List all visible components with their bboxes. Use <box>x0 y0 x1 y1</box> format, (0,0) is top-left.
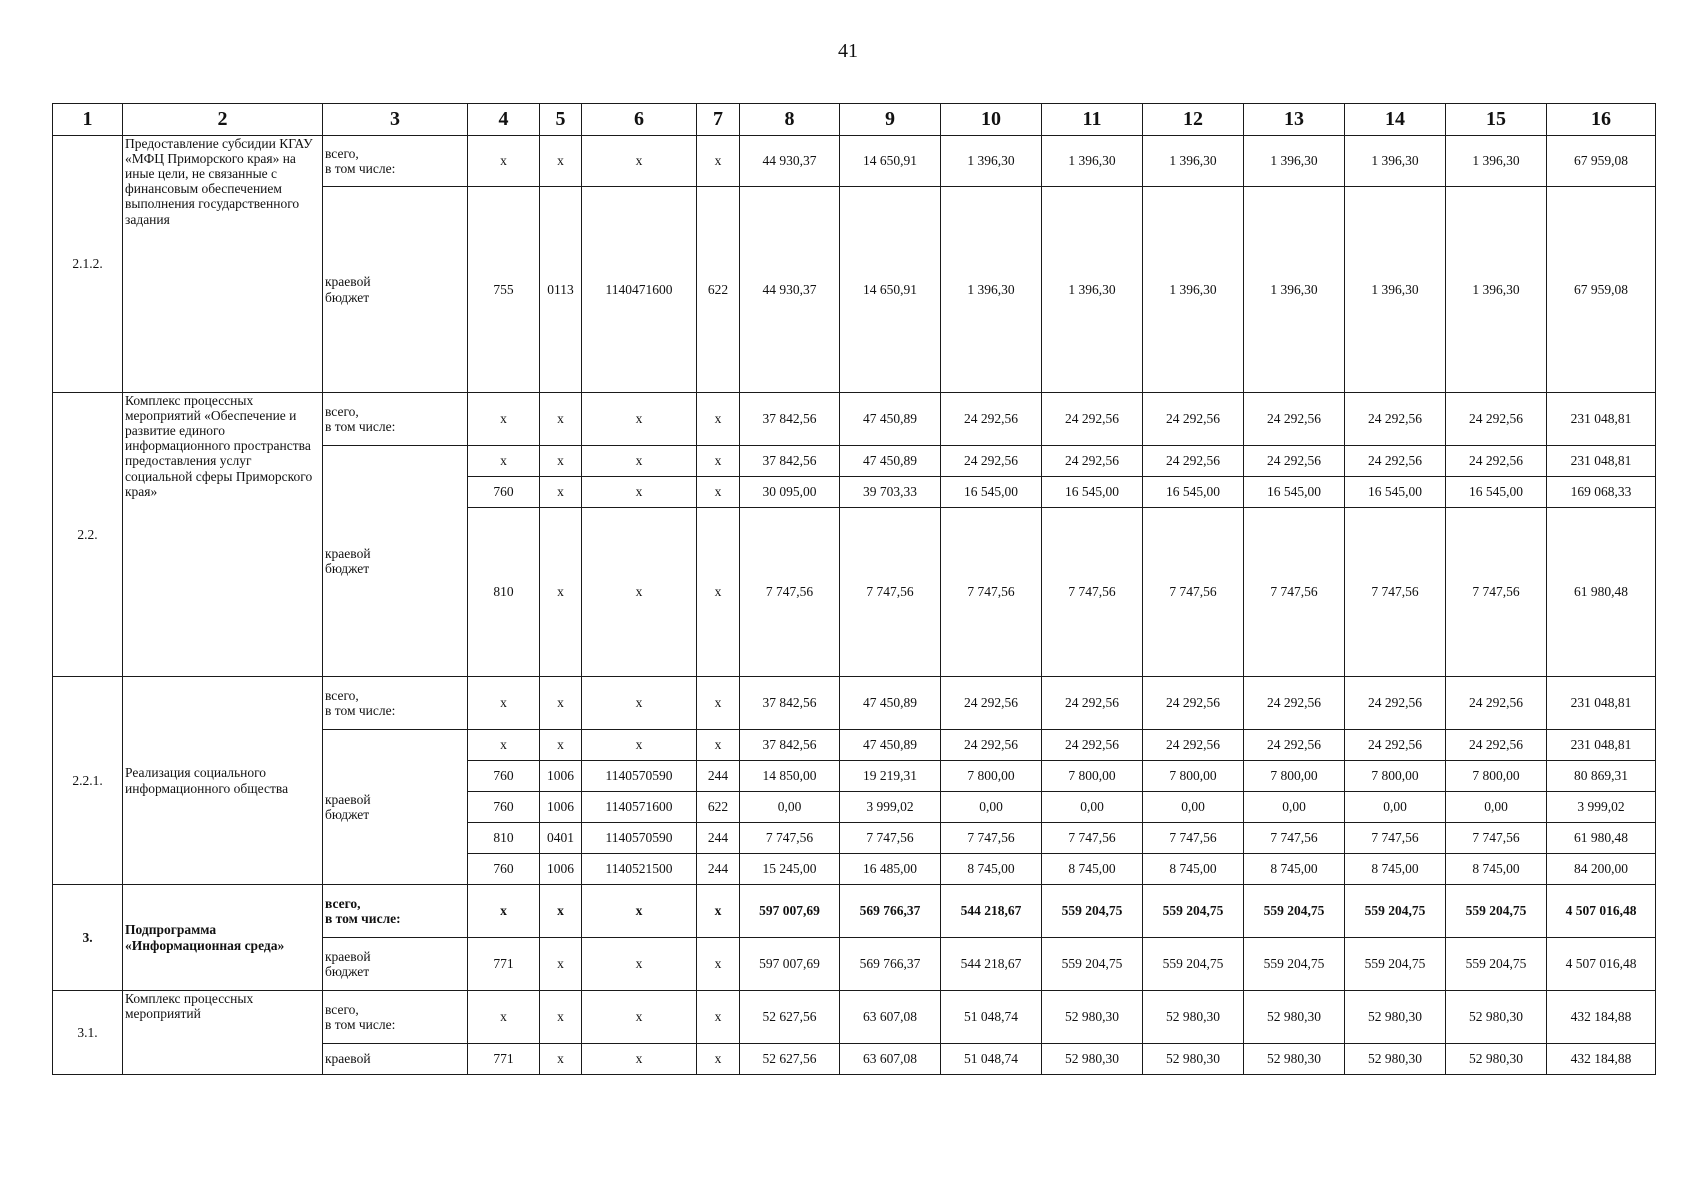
cell-col-9: 7 747,56 <box>840 823 941 854</box>
cell-col-10: 7 800,00 <box>941 761 1042 792</box>
cell-col-15: 559 204,75 <box>1446 885 1547 938</box>
cell-col-14: 1 396,30 <box>1345 136 1446 187</box>
cell-col-14: 559 204,75 <box>1345 885 1446 938</box>
cell-col-7: 244 <box>697 823 740 854</box>
cell-col-4: 755 <box>468 187 540 393</box>
column-header-8: 8 <box>740 104 840 136</box>
cell-col-9: 14 650,91 <box>840 136 941 187</box>
cell-col-15: 16 545,00 <box>1446 477 1547 508</box>
cell-col-5: х <box>540 477 582 508</box>
cell-col-12: 0,00 <box>1143 792 1244 823</box>
cell-col-11: 1 396,30 <box>1042 187 1143 393</box>
cell-col-11: 24 292,56 <box>1042 446 1143 477</box>
cell-col-7: х <box>697 991 740 1044</box>
cell-col-8: 0,00 <box>740 792 840 823</box>
cell-col-5: 1006 <box>540 761 582 792</box>
cell-col-11: 559 204,75 <box>1042 885 1143 938</box>
cell-col-14: 0,00 <box>1345 792 1446 823</box>
cell-col-10: 24 292,56 <box>941 446 1042 477</box>
funding-source-label: краевой бюджет <box>323 938 468 991</box>
table-row <box>53 991 1656 1044</box>
row-code: 3.1. <box>53 991 123 1075</box>
cell-col-6: х <box>582 677 697 730</box>
cell-col-8: 597 007,69 <box>740 938 840 991</box>
cell-col-9: 47 450,89 <box>840 677 941 730</box>
cell-col-15: 24 292,56 <box>1446 446 1547 477</box>
cell-col-14: 7 747,56 <box>1345 823 1446 854</box>
cell-col-13: 8 745,00 <box>1244 854 1345 885</box>
cell-col-5: 0113 <box>540 187 582 393</box>
cell-col-12: 8 745,00 <box>1143 854 1244 885</box>
cell-col-4: 760 <box>468 854 540 885</box>
cell-col-10: 7 747,56 <box>941 823 1042 854</box>
cell-col-11: 0,00 <box>1042 792 1143 823</box>
cell-col-16: 84 200,00 <box>1547 854 1656 885</box>
cell-col-6: 1140521500 <box>582 854 697 885</box>
cell-col-9: 63 607,08 <box>840 991 941 1044</box>
column-header-12: 12 <box>1143 104 1244 136</box>
cell-col-8: 597 007,69 <box>740 885 840 938</box>
cell-col-8: 7 747,56 <box>740 508 840 677</box>
cell-col-9: 14 650,91 <box>840 187 941 393</box>
cell-col-5: х <box>540 730 582 761</box>
table-row <box>53 677 1656 730</box>
cell-col-12: 1 396,30 <box>1143 136 1244 187</box>
cell-col-15: 7 747,56 <box>1446 823 1547 854</box>
cell-col-8: 37 842,56 <box>740 730 840 761</box>
cell-col-10: 24 292,56 <box>941 393 1042 446</box>
cell-col-4: 760 <box>468 477 540 508</box>
cell-col-6: 1140471600 <box>582 187 697 393</box>
cell-col-10: 1 396,30 <box>941 187 1042 393</box>
cell-col-13: 559 204,75 <box>1244 938 1345 991</box>
cell-col-14: 52 980,30 <box>1345 1044 1446 1075</box>
cell-col-9: 47 450,89 <box>840 393 941 446</box>
cell-col-15: 24 292,56 <box>1446 677 1547 730</box>
cell-col-14: 8 745,00 <box>1345 854 1446 885</box>
cell-col-11: 1 396,30 <box>1042 136 1143 187</box>
cell-col-11: 24 292,56 <box>1042 730 1143 761</box>
cell-col-6: х <box>582 393 697 446</box>
row-code: 2.2.1. <box>53 677 123 885</box>
cell-col-5: х <box>540 938 582 991</box>
cell-col-16: 67 959,08 <box>1547 187 1656 393</box>
cell-col-4: х <box>468 885 540 938</box>
cell-col-14: 7 800,00 <box>1345 761 1446 792</box>
cell-col-7: 244 <box>697 761 740 792</box>
cell-col-14: 24 292,56 <box>1345 446 1446 477</box>
cell-col-16: 432 184,88 <box>1547 1044 1656 1075</box>
column-header-16: 16 <box>1547 104 1656 136</box>
cell-col-12: 559 204,75 <box>1143 938 1244 991</box>
cell-col-14: 7 747,56 <box>1345 508 1446 677</box>
cell-col-11: 7 747,56 <box>1042 823 1143 854</box>
cell-col-6: х <box>582 991 697 1044</box>
cell-col-4: х <box>468 677 540 730</box>
cell-col-15: 559 204,75 <box>1446 938 1547 991</box>
cell-col-10: 24 292,56 <box>941 730 1042 761</box>
cell-col-8: 44 930,37 <box>740 136 840 187</box>
cell-col-6: х <box>582 446 697 477</box>
cell-col-5: х <box>540 677 582 730</box>
cell-col-11: 52 980,30 <box>1042 991 1143 1044</box>
cell-col-11: 559 204,75 <box>1042 938 1143 991</box>
cell-col-6: 1140570590 <box>582 823 697 854</box>
cell-col-4: 810 <box>468 823 540 854</box>
cell-col-5: х <box>540 885 582 938</box>
cell-col-13: 24 292,56 <box>1244 677 1345 730</box>
cell-col-10: 24 292,56 <box>941 677 1042 730</box>
cell-col-7: х <box>697 393 740 446</box>
cell-col-9: 63 607,08 <box>840 1044 941 1075</box>
cell-col-9: 7 747,56 <box>840 508 941 677</box>
cell-col-15: 0,00 <box>1446 792 1547 823</box>
cell-col-4: х <box>468 730 540 761</box>
column-header-15: 15 <box>1446 104 1547 136</box>
row-title: Подпрограмма «Информационная среда» <box>123 885 323 991</box>
cell-col-5: х <box>540 1044 582 1075</box>
cell-col-16: 231 048,81 <box>1547 730 1656 761</box>
cell-col-13: 7 747,56 <box>1244 823 1345 854</box>
cell-col-6: х <box>582 136 697 187</box>
cell-col-13: 24 292,56 <box>1244 730 1345 761</box>
cell-col-4: 760 <box>468 792 540 823</box>
table-row <box>53 885 1656 938</box>
cell-col-8: 37 842,56 <box>740 446 840 477</box>
cell-col-12: 559 204,75 <box>1143 885 1244 938</box>
cell-col-5: х <box>540 508 582 677</box>
row-code: 2.2. <box>53 393 123 677</box>
cell-col-6: 1140570590 <box>582 761 697 792</box>
funding-source-label: всего, в том числе: <box>323 991 468 1044</box>
cell-col-8: 30 095,00 <box>740 477 840 508</box>
cell-col-11: 16 545,00 <box>1042 477 1143 508</box>
cell-col-4: х <box>468 393 540 446</box>
cell-col-7: х <box>697 677 740 730</box>
cell-col-5: 1006 <box>540 792 582 823</box>
cell-col-4: 771 <box>468 1044 540 1075</box>
cell-col-9: 16 485,00 <box>840 854 941 885</box>
cell-col-10: 51 048,74 <box>941 1044 1042 1075</box>
cell-col-8: 44 930,37 <box>740 187 840 393</box>
cell-col-15: 1 396,30 <box>1446 136 1547 187</box>
cell-col-16: 61 980,48 <box>1547 823 1656 854</box>
funding-source-label: краевой бюджет <box>323 187 468 393</box>
funding-source-label: всего, в том числе: <box>323 136 468 187</box>
cell-col-7: 622 <box>697 792 740 823</box>
cell-col-8: 15 245,00 <box>740 854 840 885</box>
cell-col-4: х <box>468 446 540 477</box>
cell-col-13: 52 980,30 <box>1244 1044 1345 1075</box>
column-header-1: 1 <box>53 104 123 136</box>
table-row <box>53 136 1656 187</box>
cell-col-6: х <box>582 885 697 938</box>
column-header-13: 13 <box>1244 104 1345 136</box>
cell-col-9: 569 766,37 <box>840 885 941 938</box>
cell-col-12: 52 980,30 <box>1143 991 1244 1044</box>
cell-col-13: 16 545,00 <box>1244 477 1345 508</box>
cell-col-7: х <box>697 477 740 508</box>
cell-col-16: 231 048,81 <box>1547 393 1656 446</box>
cell-col-7: х <box>697 446 740 477</box>
cell-col-13: 24 292,56 <box>1244 446 1345 477</box>
cell-col-10: 51 048,74 <box>941 991 1042 1044</box>
cell-col-7: х <box>697 938 740 991</box>
column-header-2: 2 <box>123 104 323 136</box>
cell-col-6: х <box>582 938 697 991</box>
budget-table <box>52 103 1656 1075</box>
header-row <box>53 104 1656 136</box>
cell-col-11: 7 747,56 <box>1042 508 1143 677</box>
cell-col-8: 7 747,56 <box>740 823 840 854</box>
cell-col-6: х <box>582 508 697 677</box>
column-header-9: 9 <box>840 104 941 136</box>
cell-col-11: 24 292,56 <box>1042 393 1143 446</box>
row-title: Комплекс процессных мероприятий «Обеспечение и развитие единого информационного пространства предоставления услуг социальной сферы Приморского края» <box>123 393 323 677</box>
cell-col-14: 24 292,56 <box>1345 393 1446 446</box>
cell-col-8: 52 627,56 <box>740 1044 840 1075</box>
cell-col-9: 47 450,89 <box>840 730 941 761</box>
cell-col-12: 7 747,56 <box>1143 508 1244 677</box>
cell-col-7: 244 <box>697 854 740 885</box>
column-header-7: 7 <box>697 104 740 136</box>
cell-col-12: 24 292,56 <box>1143 393 1244 446</box>
cell-col-15: 24 292,56 <box>1446 730 1547 761</box>
cell-col-4: 760 <box>468 761 540 792</box>
cell-col-12: 16 545,00 <box>1143 477 1244 508</box>
funding-source-label: всего, в том числе: <box>323 393 468 446</box>
funding-source-label: краевой бюджет <box>323 446 468 677</box>
cell-col-9: 47 450,89 <box>840 446 941 477</box>
cell-col-12: 7 800,00 <box>1143 761 1244 792</box>
cell-col-5: 0401 <box>540 823 582 854</box>
cell-col-15: 7 800,00 <box>1446 761 1547 792</box>
cell-col-8: 37 842,56 <box>740 393 840 446</box>
cell-col-7: х <box>697 885 740 938</box>
cell-col-10: 544 218,67 <box>941 885 1042 938</box>
cell-col-4: х <box>468 991 540 1044</box>
cell-col-16: 231 048,81 <box>1547 446 1656 477</box>
cell-col-10: 7 747,56 <box>941 508 1042 677</box>
cell-col-10: 16 545,00 <box>941 477 1042 508</box>
cell-col-7: х <box>697 730 740 761</box>
cell-col-7: х <box>697 136 740 187</box>
cell-col-16: 4 507 016,48 <box>1547 885 1656 938</box>
cell-col-7: х <box>697 508 740 677</box>
cell-col-11: 7 800,00 <box>1042 761 1143 792</box>
cell-col-12: 24 292,56 <box>1143 677 1244 730</box>
cell-col-6: х <box>582 730 697 761</box>
cell-col-12: 24 292,56 <box>1143 446 1244 477</box>
row-title: Предоставление субсидии КГАУ «МФЦ Приморского края» на иные цели, не связанные с финансовым обеспечением выполнения государственного задания <box>123 136 323 393</box>
cell-col-4: 810 <box>468 508 540 677</box>
cell-col-11: 8 745,00 <box>1042 854 1143 885</box>
column-header-10: 10 <box>941 104 1042 136</box>
cell-col-6: х <box>582 1044 697 1075</box>
cell-col-14: 559 204,75 <box>1345 938 1446 991</box>
cell-col-5: х <box>540 991 582 1044</box>
cell-col-16: 80 869,31 <box>1547 761 1656 792</box>
cell-col-13: 7 747,56 <box>1244 508 1345 677</box>
cell-col-8: 37 842,56 <box>740 677 840 730</box>
cell-col-13: 52 980,30 <box>1244 991 1345 1044</box>
cell-col-7: 622 <box>697 187 740 393</box>
table-header <box>53 104 1656 136</box>
cell-col-6: 1140571600 <box>582 792 697 823</box>
cell-col-12: 7 747,56 <box>1143 823 1244 854</box>
page-number: 41 <box>838 40 858 62</box>
cell-col-9: 3 999,02 <box>840 792 941 823</box>
cell-col-13: 7 800,00 <box>1244 761 1345 792</box>
cell-col-15: 1 396,30 <box>1446 187 1547 393</box>
cell-col-13: 0,00 <box>1244 792 1345 823</box>
row-title: Комплекс процессных мероприятий <box>123 991 323 1075</box>
cell-col-16: 3 999,02 <box>1547 792 1656 823</box>
cell-col-13: 559 204,75 <box>1244 885 1345 938</box>
cell-col-6: х <box>582 477 697 508</box>
cell-col-15: 7 747,56 <box>1446 508 1547 677</box>
cell-col-14: 16 545,00 <box>1345 477 1446 508</box>
cell-col-10: 544 218,67 <box>941 938 1042 991</box>
cell-col-16: 61 980,48 <box>1547 508 1656 677</box>
cell-col-10: 8 745,00 <box>941 854 1042 885</box>
cell-col-12: 1 396,30 <box>1143 187 1244 393</box>
row-code: 3. <box>53 885 123 991</box>
cell-col-13: 1 396,30 <box>1244 187 1345 393</box>
cell-col-5: х <box>540 136 582 187</box>
cell-col-15: 52 980,30 <box>1446 991 1547 1044</box>
funding-source-label: всего, в том числе: <box>323 677 468 730</box>
cell-col-16: 432 184,88 <box>1547 991 1656 1044</box>
column-header-14: 14 <box>1345 104 1446 136</box>
cell-col-15: 8 745,00 <box>1446 854 1547 885</box>
cell-col-14: 1 396,30 <box>1345 187 1446 393</box>
cell-col-9: 39 703,33 <box>840 477 941 508</box>
cell-col-13: 1 396,30 <box>1244 136 1345 187</box>
cell-col-5: х <box>540 393 582 446</box>
cell-col-16: 169 068,33 <box>1547 477 1656 508</box>
column-header-11: 11 <box>1042 104 1143 136</box>
row-title: Реализация социального информационного общества <box>123 677 323 885</box>
cell-col-14: 52 980,30 <box>1345 991 1446 1044</box>
cell-col-12: 52 980,30 <box>1143 1044 1244 1075</box>
cell-col-5: х <box>540 446 582 477</box>
cell-col-8: 52 627,56 <box>740 991 840 1044</box>
funding-source-label: всего, в том числе: <box>323 885 468 938</box>
cell-col-16: 67 959,08 <box>1547 136 1656 187</box>
cell-col-15: 52 980,30 <box>1446 1044 1547 1075</box>
cell-col-14: 24 292,56 <box>1345 677 1446 730</box>
cell-col-12: 24 292,56 <box>1143 730 1244 761</box>
cell-col-8: 14 850,00 <box>740 761 840 792</box>
column-header-6: 6 <box>582 104 697 136</box>
cell-col-5: 1006 <box>540 854 582 885</box>
cell-col-16: 231 048,81 <box>1547 677 1656 730</box>
cell-col-13: 24 292,56 <box>1244 393 1345 446</box>
cell-col-16: 4 507 016,48 <box>1547 938 1656 991</box>
column-header-5: 5 <box>540 104 582 136</box>
cell-col-4: 771 <box>468 938 540 991</box>
table-row <box>53 393 1656 446</box>
cell-col-9: 19 219,31 <box>840 761 941 792</box>
cell-col-4: х <box>468 136 540 187</box>
cell-col-15: 24 292,56 <box>1446 393 1547 446</box>
cell-col-10: 0,00 <box>941 792 1042 823</box>
column-header-4: 4 <box>468 104 540 136</box>
funding-source-label: краевой бюджет <box>323 730 468 885</box>
cell-col-11: 52 980,30 <box>1042 1044 1143 1075</box>
cell-col-10: 1 396,30 <box>941 136 1042 187</box>
cell-col-11: 24 292,56 <box>1042 677 1143 730</box>
cell-col-9: 569 766,37 <box>840 938 941 991</box>
funding-source-label: краевой <box>323 1044 468 1075</box>
row-code: 2.1.2. <box>53 136 123 393</box>
column-header-3: 3 <box>323 104 468 136</box>
cell-col-14: 24 292,56 <box>1345 730 1446 761</box>
cell-col-7: х <box>697 1044 740 1075</box>
